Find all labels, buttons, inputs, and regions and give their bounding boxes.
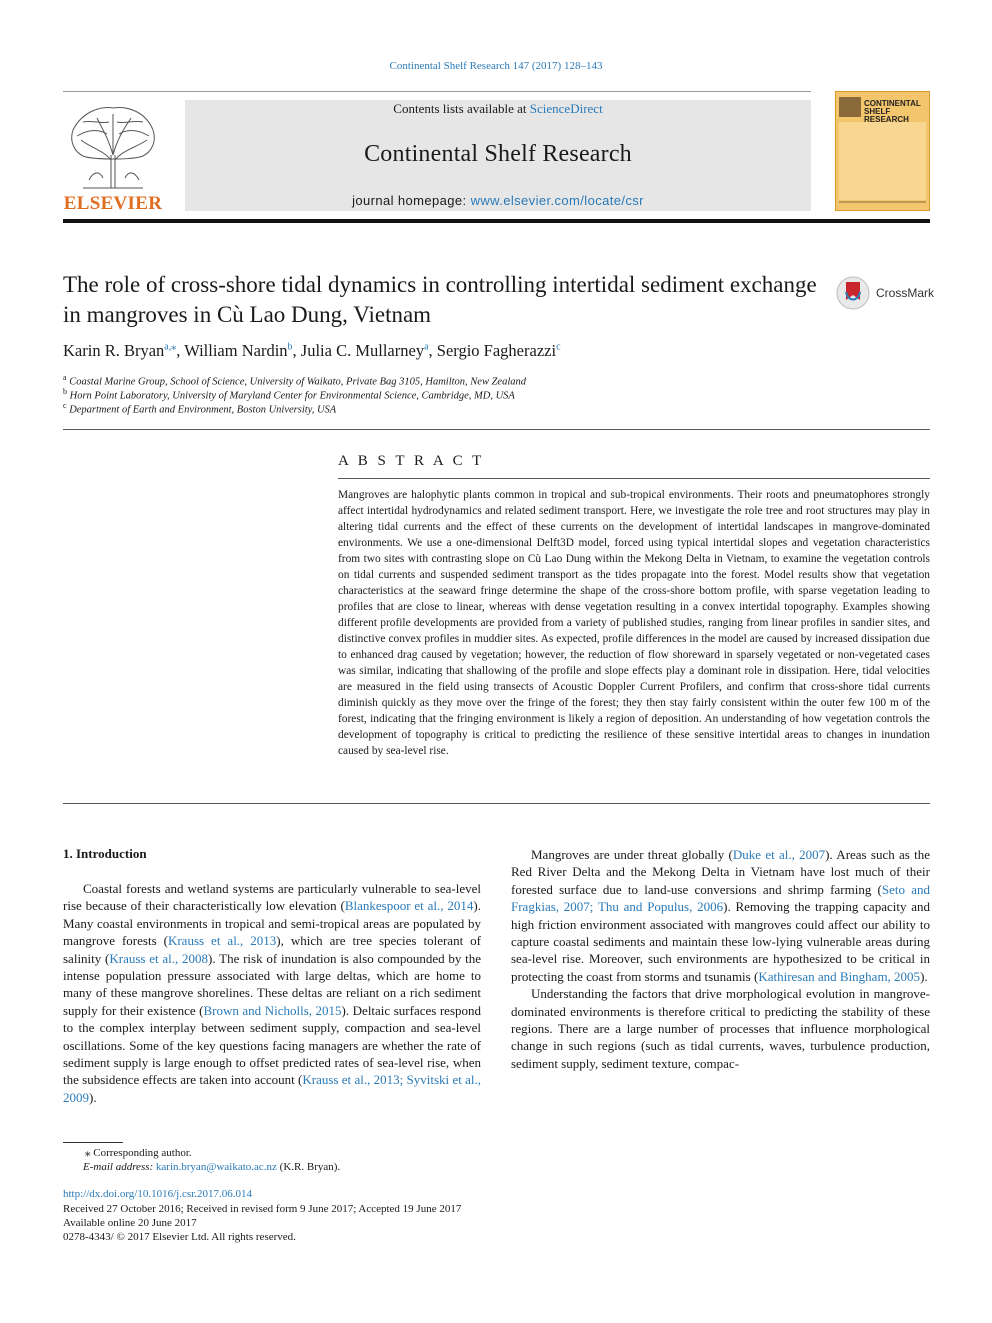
author-affiliation-marker[interactable]: c <box>556 341 561 353</box>
body-text: ). <box>89 1089 97 1105</box>
body-text: Mangroves are under threat globally ( <box>531 847 733 862</box>
header-thick-rule <box>63 219 930 223</box>
citation-link[interactable]: Kathiresan and Bingham, 2005 <box>758 968 921 984</box>
author-list <box>63 341 923 361</box>
body-text: ), which are tree species tolerant of salinity ( <box>63 933 482 966</box>
citation-link[interactable]: Krauss et al., 2013 <box>167 933 277 949</box>
email-note <box>63 1161 340 1173</box>
intro-paragraph-3 <box>511 985 930 1072</box>
sciencedirect-link[interactable]: ScienceDirect <box>529 101 603 116</box>
author-separator: , <box>292 341 301 360</box>
author-separator: , <box>176 341 185 360</box>
contents-line <box>185 101 811 117</box>
body-text: ). Removing the trapping capacity and high friction environment associated with mangroves could affect our ability to capture coastal sediments and maintain these low-lying vulnerable areas during sea-level rise. Moreover, such environments are hypothesized to be critical in protecting the coast from storms and tsunamis ( <box>511 899 930 984</box>
footnote-rule <box>63 1142 123 1143</box>
citation-link[interactable]: Krauss et al., 2013; Syvitski et al., 2009 <box>63 1072 481 1105</box>
elsevier-wordmark: ELSEVIER <box>63 193 163 214</box>
affiliation-c: $^c$ Department of Earth and Environment, Boston University, USA <box>63 401 337 416</box>
section-rule <box>63 429 930 430</box>
homepage-prefix: journal homepage: <box>352 193 471 208</box>
author-affiliation-marker[interactable]: b <box>287 341 293 353</box>
email-suffix: (K.R. Bryan). <box>276 1161 341 1173</box>
author-name[interactable]: Karin R. Bryan <box>63 341 165 360</box>
author-separator: , <box>428 341 437 360</box>
contents-prefix: Contents lists available at <box>393 101 530 116</box>
homepage-link[interactable]: www.elsevier.com/locate/csr <box>470 193 644 208</box>
body-text: ). Deltaic surfaces respond to the complex interplay between sediment supply, compaction and sea-level oscillations. Some of the key questions facing managers are whether the rate of sediment supply is large enough to offset predicted rates of sea-level rise, when the subsidence effects are taken into account ( <box>63 1002 482 1088</box>
affiliation-b: $^b$ Horn Point Laboratory, University of Maryland Center for Environmental Science, Cambridge, MD, USA <box>63 387 515 402</box>
intro-paragraph-1 <box>63 880 481 1106</box>
right-column <box>511 846 930 1072</box>
citation-link[interactable]: Duke et al., 2007 <box>732 847 826 862</box>
section-rule <box>63 803 930 804</box>
left-column <box>63 880 481 1106</box>
author-affiliation-marker[interactable]: a,⁎ <box>164 341 177 353</box>
doi-link[interactable]: http://dx.doi.org/10.1016/j.csr.2017.06.014 <box>63 1188 252 1200</box>
citation-link[interactable]: Seto and Fragkias, 2007; Thu and Populus, 2006 <box>511 881 931 915</box>
header-rule <box>63 91 811 92</box>
author-name[interactable]: William Nardin <box>184 341 288 360</box>
crossmark-label: CrossMark <box>876 286 935 300</box>
abstract-text: Mangroves are halophytic plants common in tropical and sub-tropical environments. Their roots and pneumatophores strongly affect intertidal hydrodynamics and related sediment transport. Here, we investigate the role tree and root structures may play in altering tidal currents and the effect of these currents on the development of intertidal landscapes in mangrove-dominated environments. We use a one-dimensional Delft3D model, forced using typical intertidal slopes and vegetation characteristics from two sites with contrasting slope on Cù Lao Dung within the Mekong Delta in Vietnam, to examine the vegetation controls on tidal currents and suspended sediment transport as the tides propagate into the forest. Model results show that vegetation characteristics at the seaward fringe determine the shape of the cross-shore bottom profile, with sparse vegetation leading to profiles that are close to linear, whereas with dense vegetation resulting in a convex intertidal topography. Examples showing different profile developments are provided from a variety of published studies, ranging from linear profiles in sandier sites, and distinctive convex profiles in muddier sites. As expected, profile differences in the model are caused by increased dissipation due to enhanced drag caused by vegetation; however, the reduction of flow shoreward in sparsely vegetated or non-vegetated cases was similar, indicating that shallowing of the profile and slope effects play a dominant role in dissipation. Here, tidal velocities are measured in the field using transects of Acoustic Doppler Current Profilers, and confirm that cross-shore tidal currents diminish quickly as they move over the fringe of the forest; they then stay fairly consistent within the outer few 100 m of the forest, indicating that the fringing environment is likely a region of deposition. An understanding of how vegetation controls the development of topography is critical to predicting the resilience of these sensitive intertidal areas to changes in inundation caused by sea-level rise. <box>338 489 930 757</box>
intro-paragraph-2 <box>511 846 930 985</box>
body-text: Coastal forests and wetland systems are particularly vulnerable to sea-level rise because of their characteristically low elevation ( <box>63 881 481 914</box>
citation-link[interactable]: Krauss et al., 2008 <box>109 950 209 966</box>
abstract-heading: A B S T R A C T <box>338 453 485 469</box>
available-online: Available online 20 June 2017 <box>63 1217 197 1229</box>
journal-citation[interactable]: Continental Shelf Research 147 (2017) 128–143 <box>389 60 603 72</box>
email-link[interactable]: karin.bryan@waikato.ac.nz <box>155 1161 277 1173</box>
body-text: ). Areas such as the Red River Delta and the Mekong Delta in Vietnam have lost much of their forested surface due to land-use conversions and shrimp farming ( <box>511 847 930 897</box>
citation-link[interactable]: Brown and Nicholls, 2015 <box>203 1002 342 1018</box>
affiliation-a: $^a$ Coastal Marine Group, School of Science, University of Waikato, Private Bag 3105, Hamilton, New Zealand <box>63 373 526 388</box>
body-text: Understanding the factors that drive morphological evolution in mangrove-dominated environments is therefore critical to predicting the stability of these regions. There are a large number of processes that influence morphological change in such regions (such as tidal currents, waves, turbulence production, sediment supply, sediment texture, compac- <box>511 986 930 1071</box>
citation-link[interactable]: Blankespoor et al., 2014 <box>344 898 474 914</box>
introduction-heading: 1. Introduction <box>63 846 147 861</box>
author-name[interactable]: Julia C. Mullarney <box>300 341 425 360</box>
body-text: ). <box>920 968 928 984</box>
crossmark-icon <box>836 276 872 310</box>
author-affiliation-marker[interactable]: a <box>424 341 429 353</box>
crossmark-badge[interactable] <box>836 276 936 310</box>
body-text: ). Many coastal environments in tropical and semi-tropical areas are populated by mangrove forests ( <box>63 898 481 949</box>
cover-title: CONTINENTAL SHELF RESEARCH <box>864 99 921 124</box>
article-title: The role of cross-shore tidal dynamics in controlling intertidal sediment exchange in mangroves in Cù Lao Dung, Vietnam <box>63 272 817 327</box>
corresponding-author-note: ⁎ Corresponding author. <box>85 1147 192 1159</box>
journal-name: Continental Shelf Research <box>364 141 632 167</box>
body-text: ). The risk of inundation is also compounded by the intense population pressure associated with large deltas, which are home to many of these mangrove shorelines. These deltas are reliant on a rich sediment supply for their existence ( <box>63 950 482 1018</box>
received-dates: Received 27 October 2016; Received in revised form 9 June 2017; Accepted 19 June 2017 <box>63 1203 462 1215</box>
copyright-line: 0278-4343/ © 2017 Elsevier Ltd. All rights reserved. <box>63 1231 296 1243</box>
abstract-rule <box>338 478 930 479</box>
author-name[interactable]: Sergio Fagherazzi <box>436 341 557 360</box>
email-label: E-mail address: <box>83 1161 156 1173</box>
homepage-line <box>185 193 811 208</box>
